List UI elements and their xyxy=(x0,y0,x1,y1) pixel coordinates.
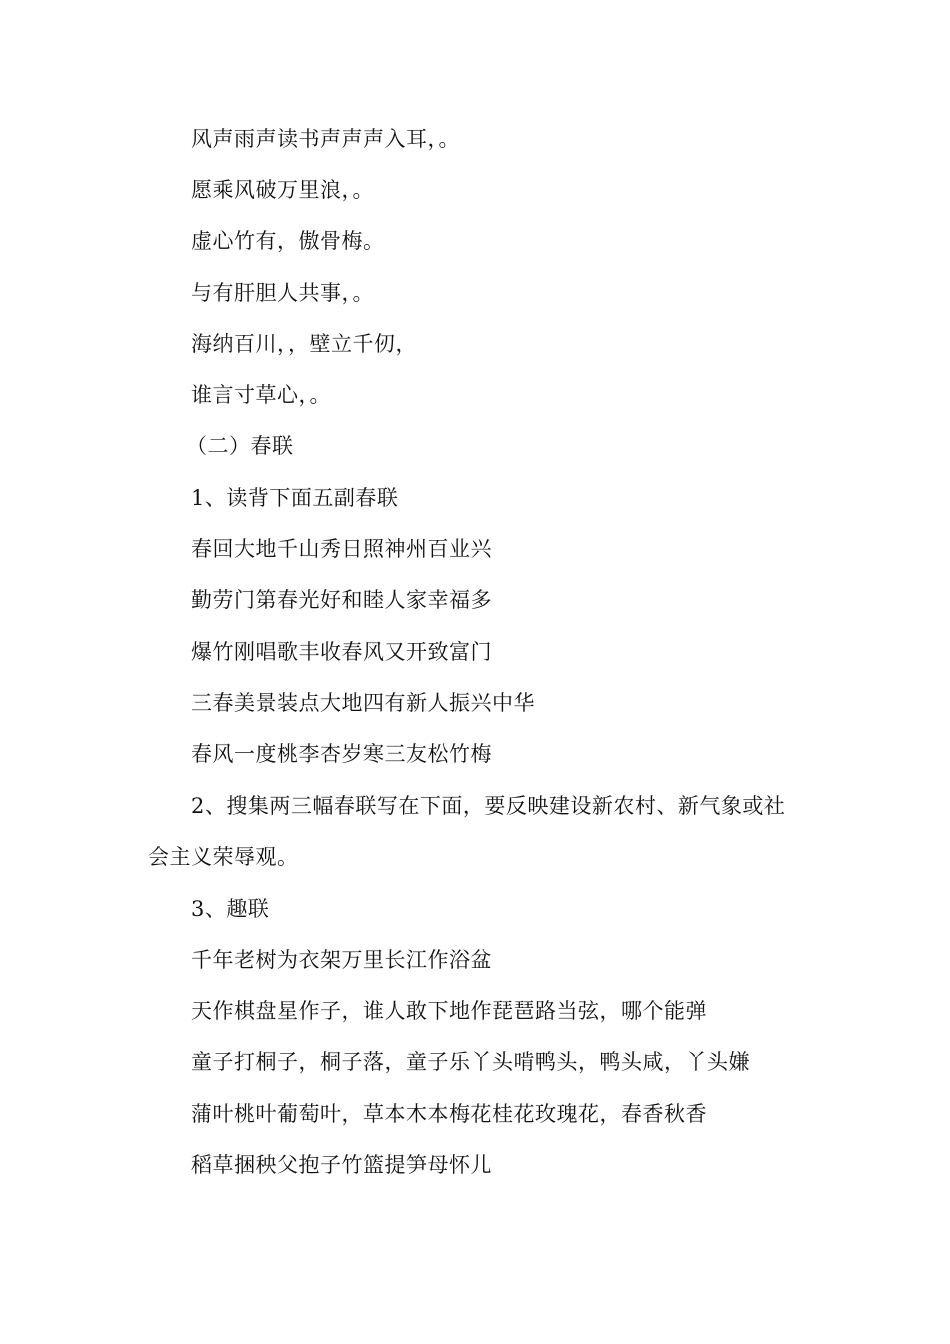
couplet-line-2: 愿乘风破万里浪，。 xyxy=(191,178,374,202)
section-heading-spring-couplets: （二）春联 xyxy=(186,434,294,458)
task-1-heading: 1、读背下面五副春联 xyxy=(191,486,399,510)
couplet-line-5: 海纳百川，，壁立千仞， xyxy=(191,332,417,356)
couplet-line-6: 谁言寸草心，。 xyxy=(191,383,331,407)
task-2-text: 2、搜集两三幅春联写在下面，要反映建设新农村、新气象或社 xyxy=(191,794,786,818)
spring-couplet-2: 勤劳门第春光好和睦人家幸福多 xyxy=(191,588,492,612)
spring-couplet-4: 三春美景装点大地四有新人振兴中华 xyxy=(191,691,535,715)
couplet-line-3: 虚心竹有，傲骨梅。 xyxy=(191,229,385,253)
couplet-line-1: 风声雨声读书声声声入耳，。 xyxy=(191,127,460,151)
fun-couplet-4: 蒲叶桃叶葡萄叶，草本木本梅花桂花玫瑰花，春香秋香 xyxy=(191,1102,707,1126)
fun-couplet-5: 稻草捆秧父抱子竹篮提笋母怀儿 xyxy=(191,1153,492,1177)
fun-couplet-1: 千年老树为衣架万里长江作浴盆 xyxy=(191,948,492,972)
fun-couplet-2: 天作棋盘星作子，谁人敢下地作琵琶路当弦，哪个能弹 xyxy=(191,999,707,1023)
task-2-text-continued: 会主义荣辱观。 xyxy=(148,845,299,869)
task-3-heading: 3、趣联 xyxy=(191,897,270,921)
fun-couplet-3: 童子打桐子，桐子落，童子乐丫头啃鸭头，鸭头咸，丫头嫌 xyxy=(191,1050,750,1074)
spring-couplet-5: 春风一度桃李杏岁寒三友松竹梅 xyxy=(191,742,492,766)
spring-couplet-1: 春回大地千山秀日照神州百业兴 xyxy=(191,537,492,561)
spring-couplet-3: 爆竹刚唱歌丰收春风又开致富门 xyxy=(191,640,492,664)
couplet-line-4: 与有肝胆人共事，。 xyxy=(191,281,374,305)
